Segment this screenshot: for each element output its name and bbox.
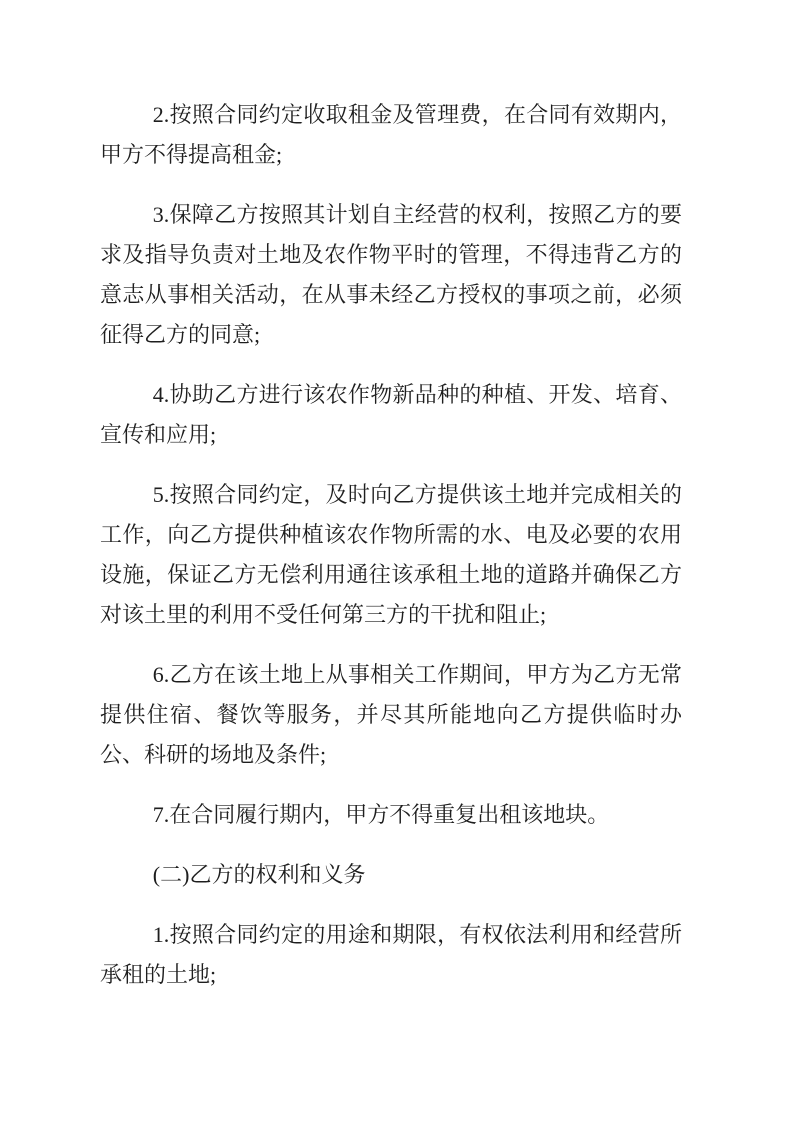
paragraph: 4.协助乙方进行该农作物新品种的种植、开发、培育、宣传和应用; — [100, 382, 682, 447]
paragraph: 5.按照合同约定，及时向乙方提供该土地并完成相关的工作，向乙方提供种植该农作物所需的水、电及必要的农用设施，保证乙方无偿利用通往该承租土地的道路并确保乙方对该土里的利用不受任何第三方的干扰和阻止; — [100, 482, 682, 627]
paragraph: 6.乙方在该土地上从事相关工作期间，甲方为乙方无常提供住宿、餐饮等服务，并尽其所能地向乙方提供临时办公、科研的场地及条件; — [100, 662, 682, 767]
paragraph: 2.按照合同约定收取租金及管理费，在合同有效期内，甲方不得提高租金; — [100, 102, 682, 167]
paragraph: 7.在合同履行期内，甲方不得重复出租该地块。 — [152, 802, 610, 827]
paragraph: 3.保障乙方按照其计划自主经营的权利，按照乙方的要求及指导负责对土地及农作物平时的管理，不得违背乙方的意志从事相关活动，在从事未经乙方授权的事项之前，必须征得乙方的同意; — [100, 202, 682, 347]
paragraph: (二)乙方的权利和义务 — [152, 862, 366, 887]
paragraph: 1.按照合同约定的用途和期限，有权依法利用和经营所承租的土地; — [100, 922, 682, 987]
